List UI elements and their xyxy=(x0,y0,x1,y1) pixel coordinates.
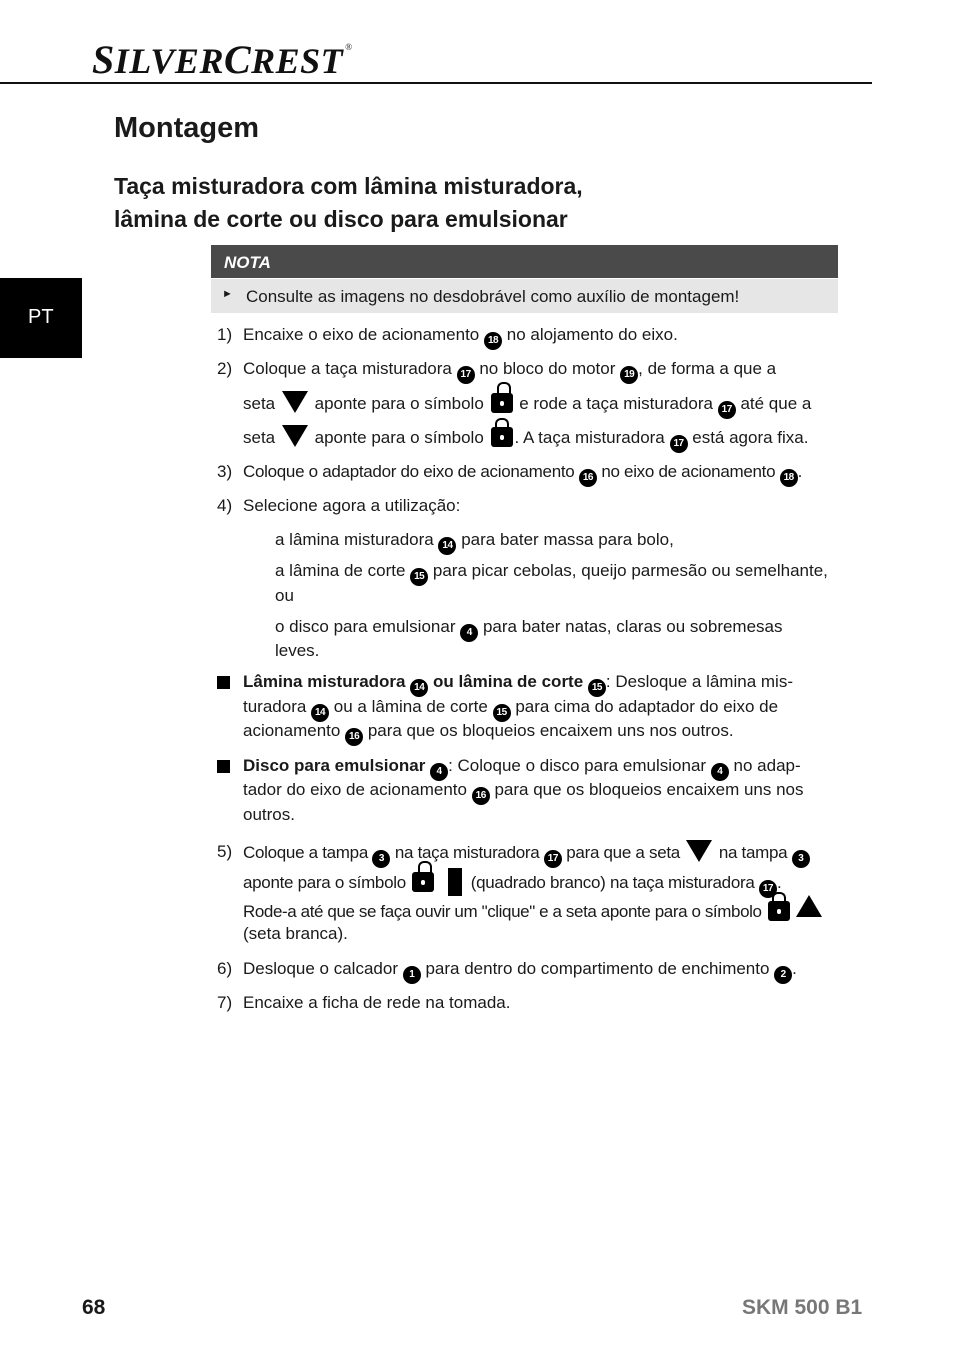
step-number: 6) xyxy=(217,959,233,978)
step-number: 2) xyxy=(217,359,233,378)
step-1-text: Encaixe o eixo de acionamento 18 no alojamento do eixo. xyxy=(243,323,678,350)
step-number: 7) xyxy=(217,993,233,1012)
note-body: ► Consulte as imagens no desdobrável como auxílio de montagem! xyxy=(211,279,838,313)
step-2-line-3: seta aponte para o símbolo . A taça misturadora 17 está agora fixa. xyxy=(243,425,808,453)
option-cutting-blade: a lâmina de corte 15 para picar cebolas, queijo parmesão ou semelhante, xyxy=(275,559,828,586)
bullet-square xyxy=(217,760,230,773)
page-title: Montagem xyxy=(114,112,259,144)
step-4-text: Selecione agora a utilização: xyxy=(243,496,461,515)
step-5-line-3: Rode-a até que se faça ouvir um "clique" e a seta aponte para o símbolo xyxy=(243,895,822,924)
bullet-2-line-3: outros. xyxy=(243,805,295,824)
lock-closed-icon xyxy=(491,427,513,447)
bullet-2-line-1: Disco para emulsionar 4 : Coloque o disco para emulsionar 4 no adap- xyxy=(243,754,801,781)
step-number: 5) xyxy=(217,842,233,861)
step-number: 4) xyxy=(217,496,233,515)
arrow-down-icon xyxy=(282,425,308,447)
arrow-down-icon xyxy=(282,391,308,413)
option-mixing-blade: a lâmina misturadora 14 para bater massa para bolo, xyxy=(275,528,674,555)
model-name: SKM 500 B1 xyxy=(742,1296,863,1319)
step-number: 3) xyxy=(217,462,233,481)
language-tab: PT xyxy=(0,278,82,358)
step-5-line-1: Coloque a tampa 3 na taça misturadora 17 para que a seta na tampa 3 xyxy=(243,840,810,868)
step-6-text: Desloque o calcador 1 para dentro do compartimento de enchimento 2 . xyxy=(243,957,797,984)
option-cutting-blade-cont: ou xyxy=(275,586,294,605)
brand-logo: SILVERCREST ® xyxy=(92,37,353,82)
step-5-line-2: aponte para o símbolo (quadrado branco) na taça misturadora 17 . xyxy=(243,868,781,898)
page-number: 68 xyxy=(82,1296,106,1319)
option-emulsifying-disc: o disco para emulsionar 4 para bater natas, claras ou sobremesas xyxy=(275,615,783,642)
step-3-text: Coloque o adaptador do eixo de acionamento 16 no eixo de acionamento 18 . xyxy=(243,460,802,487)
bullet-2-line-2: tador do eixo de acionamento 16 para que os bloqueios encaixem uns nos xyxy=(243,778,804,805)
step-2-line-1: Coloque a taça misturadora 17 no bloco do motor 19 , de forma a que a xyxy=(243,357,776,384)
header-rule xyxy=(0,82,872,84)
section-title: Taça misturadora com lâmina misturadora, lâmina de corte ou disco para emulsionar xyxy=(114,173,583,232)
note-header: NOTA xyxy=(211,245,838,278)
lock-open-icon xyxy=(491,393,513,413)
lock-closed-icon xyxy=(768,901,790,921)
callout-number: 18 xyxy=(484,332,502,350)
step-number: 1) xyxy=(217,325,233,344)
option-emulsifying-disc-cont: leves. xyxy=(275,641,320,660)
arrow-up-icon xyxy=(796,895,822,917)
step-2-line-2: seta aponte para o símbolo e rode a taça misturadora 17 até que a xyxy=(243,391,811,419)
bullet-1-line-3: acionamento 16 para que os bloqueios encaixem uns nos outros. xyxy=(243,719,734,746)
step-7-text: Encaixe a ficha de rede na tomada. xyxy=(243,993,511,1012)
lock-open-icon xyxy=(412,872,434,892)
bullet-square xyxy=(217,676,230,689)
white-square-icon xyxy=(448,868,462,896)
bullet-1-line-1: Lâmina misturadora 14 ou lâmina de corte 15 : Desloque a lâmina mis- xyxy=(243,670,793,697)
arrow-down-icon xyxy=(686,840,712,862)
pointer-icon: ► xyxy=(222,288,233,300)
bullet-1-line-2: turadora 14 ou a lâmina de corte 15 para cima do adaptador do eixo de xyxy=(243,695,778,722)
step-5-line-4: (seta branca). xyxy=(243,924,348,943)
